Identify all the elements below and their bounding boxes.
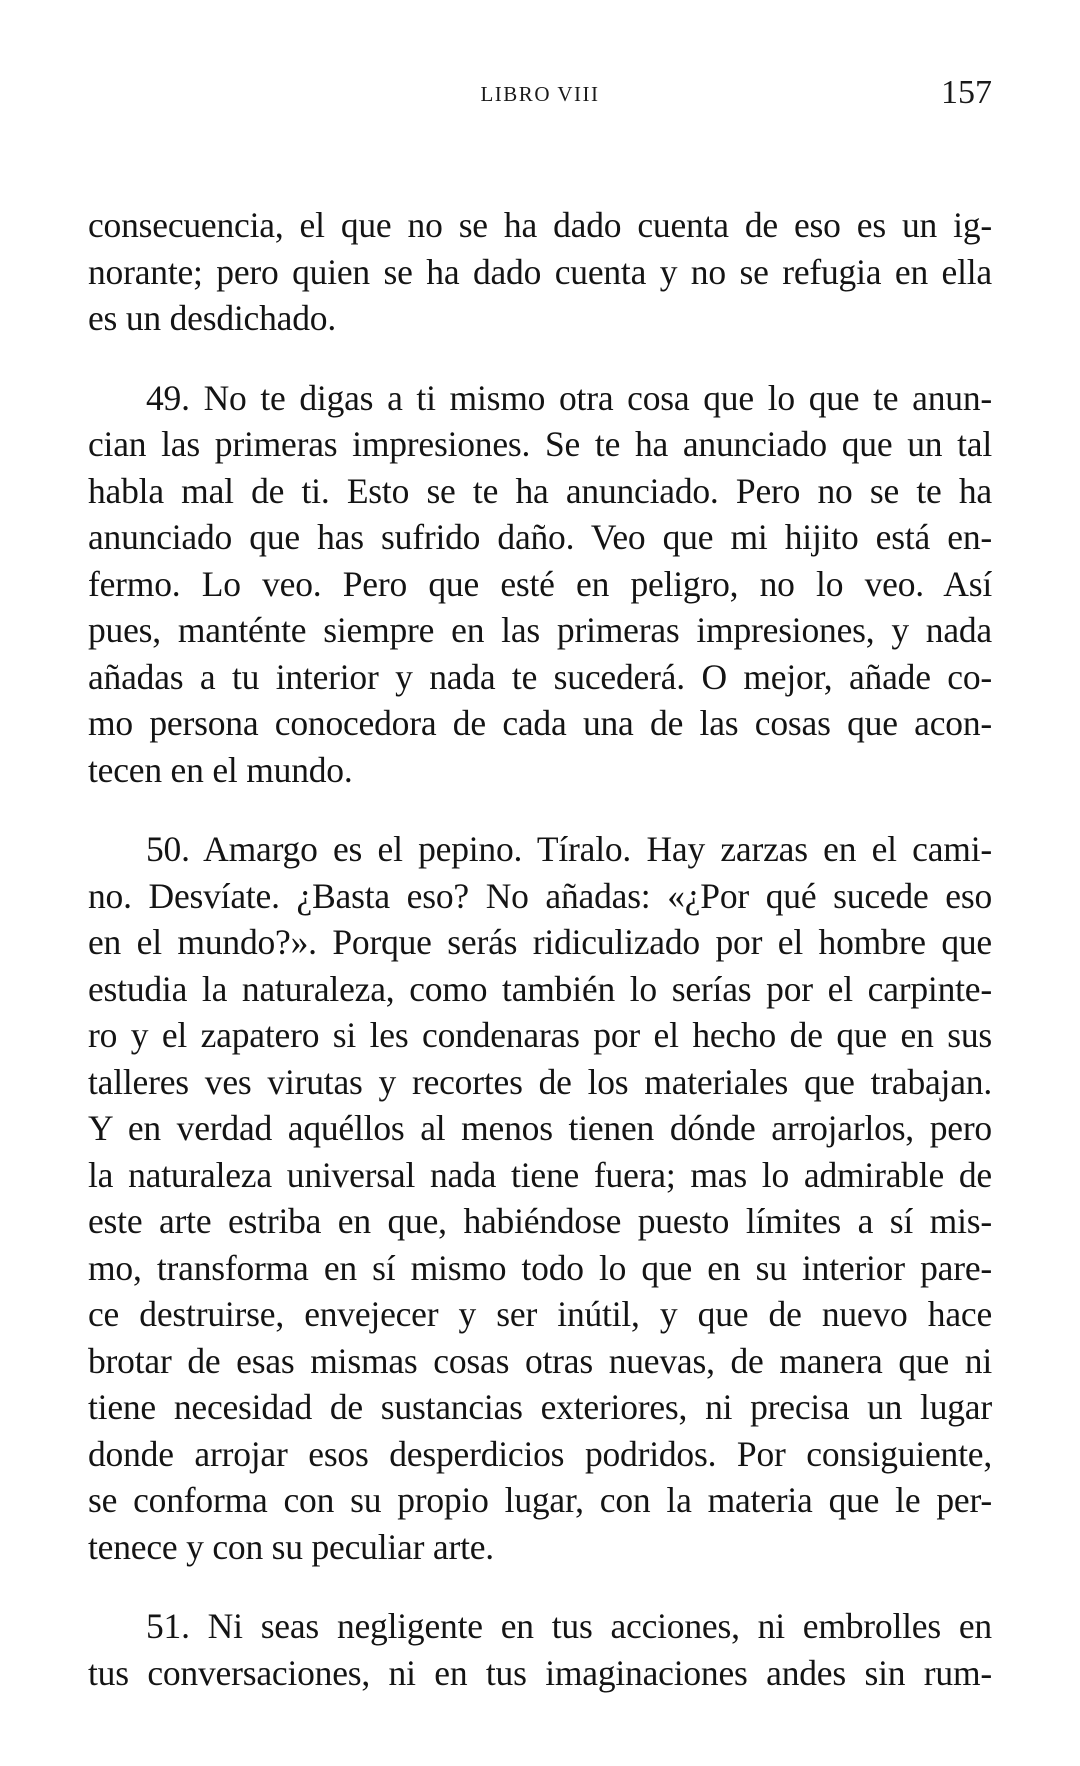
text-line: tenece y con su peculiar arte. <box>88 1526 494 1567</box>
text-line: tecen en el mundo. <box>88 749 353 790</box>
text-line: ro y el zapatero si les condenaras por el hecho de que en sus <box>88 1015 992 1055</box>
text-line: la naturaleza universal nada tiene fuera; mas lo admirable de <box>88 1154 992 1195</box>
text-line: talleres ves virutas y recortes de los materiales que trabajan. <box>88 1061 992 1102</box>
text-line: 50. Amargo es el pepino. Tíralo. Hay zarzas en el cami- <box>146 829 992 869</box>
text-line: habla mal de ti. Esto se te ha anunciado. Pero no se te ha <box>88 470 992 511</box>
text-line: anunciado que has sufrido daño. Veo que mi hijito está en- <box>88 517 992 557</box>
text-line: norante; pero quien se ha dado cuenta y no se refugia en ella <box>88 251 992 292</box>
text-line: consecuencia, el que no se ha dado cuenta de eso es un ig- <box>88 205 992 245</box>
text-line: se conforma con su propio lugar, con la materia que le per- <box>88 1480 992 1520</box>
text-line: Y en verdad aquéllos al menos tienen dónde arrojarlos, pero <box>88 1108 992 1148</box>
text-line: no. Desvíate. ¿Basta eso? No añadas: «¿Por qué sucede eso <box>88 875 992 916</box>
paragraph-continuation <box>88 202 992 342</box>
text-line: donde arrojar esos desperdicios podridos. Por consiguiente, <box>88 1433 992 1474</box>
text-line: este arte estriba en que, habiéndose puesto límites a sí mis- <box>88 1201 992 1241</box>
text-line: en el mundo?». Porque serás ridiculizado por el hombre que <box>88 922 992 962</box>
text-line: cian las primeras impresiones. Se te ha anunciado que un tal <box>88 424 992 464</box>
page-header <box>88 74 992 118</box>
paragraph-50 <box>88 826 992 1570</box>
running-head: LIBRO VIII <box>480 82 600 106</box>
text-line: ce destruirse, envejecer y ser inútil, y que de nuevo hace <box>88 1294 992 1334</box>
paragraph-49 <box>88 375 992 794</box>
text-line: mo persona conocedora de cada una de las cosas que acon- <box>88 703 992 743</box>
paragraph-51 <box>88 1603 992 1696</box>
text-line: 51. Ni seas negligente en tus acciones, ni embrolles en <box>146 1606 992 1646</box>
text-line: fermo. Lo veo. Pero que esté en peligro, no lo veo. Así <box>88 563 992 604</box>
text-line: brotar de esas mismas cosas otras nuevas, de manera que ni <box>88 1340 992 1381</box>
text-line: 49. No te digas a ti mismo otra cosa que lo que te anun- <box>146 377 992 418</box>
text-line: es un desdichado. <box>88 298 336 338</box>
page-number: 157 <box>941 74 992 111</box>
text-line: estudia la naturaleza, como también lo serías por el carpinte- <box>88 968 992 1009</box>
body-text <box>88 202 992 1696</box>
text-line: tus conversaciones, ni en tus imaginaciones andes sin rum- <box>88 1652 992 1693</box>
text-line: tiene necesidad de sustancias exteriores, ni precisa un lugar <box>88 1387 992 1427</box>
text-line: mo, transforma en sí mismo todo lo que en su interior pare- <box>88 1247 992 1288</box>
text-line: pues, manténte siempre en las primeras impresiones, y nada <box>88 610 992 650</box>
text-line: añadas a tu interior y nada te sucederá. O mejor, añade co- <box>88 656 992 697</box>
